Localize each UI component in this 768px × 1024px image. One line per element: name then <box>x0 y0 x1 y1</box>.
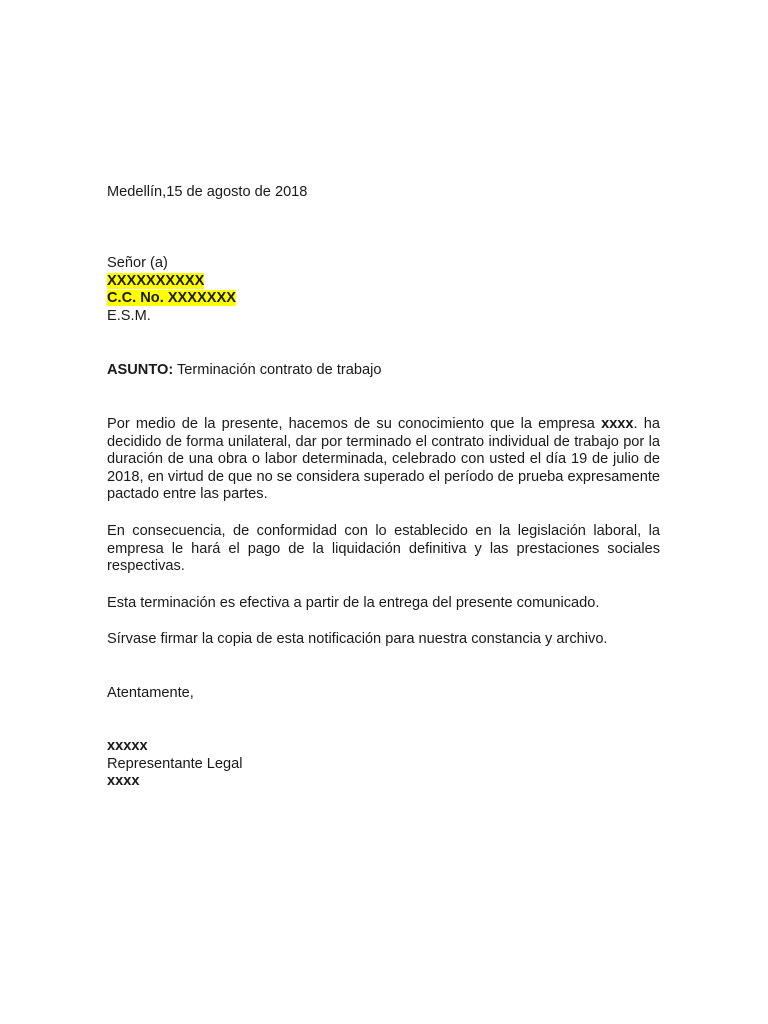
place-date: Medellín,15 de agosto de 2018 <box>107 184 308 200</box>
subject-text: Terminación contrato de trabajo <box>177 362 382 378</box>
recipient-block <box>107 255 660 325</box>
signature-name: xxxxx <box>107 738 148 754</box>
paragraph-3: Esta terminación es efectiva a partir de la entrega del presente comunicado. <box>107 595 600 611</box>
paragraph-4: Sírvase firmar la copia de esta notificación para nuestra constancia y archivo. <box>107 631 608 647</box>
recipient-id-value: XXXXXXX <box>167 290 236 306</box>
recipient-name: XXXXXXXXXX <box>107 272 205 289</box>
recipient-id-line <box>107 290 660 308</box>
signature-company: xxxx <box>107 773 140 789</box>
recipient-name-line <box>107 273 660 291</box>
recipient-salutation: Señor (a) <box>107 255 168 271</box>
recipient-id-label: C.C. No. <box>107 290 164 306</box>
company-name: xxxx <box>601 416 634 432</box>
closing: Atentamente, <box>107 685 194 701</box>
signature-block <box>107 738 660 791</box>
subject-line <box>107 362 660 380</box>
recipient-esm: E.S.M. <box>107 307 151 324</box>
subject-label: ASUNTO: <box>107 362 174 378</box>
paragraph-1: Por medio de la presente, hacemos de su conocimiento que la empresa xxxx. ha decidido de forma unilateral, dar por terminado el contrato individual de trabajo por la duración de una obra o labor determinada, celebrado con usted el día 19 de julio de 2018, en virtud de que no se considera superado el período de prueba expresamente pactado entre las partes. <box>107 416 660 502</box>
signature-role: Representante Legal <box>107 755 243 772</box>
paragraph-2: En consecuencia, de conformidad con lo establecido en la legislación laboral, la empresa le hará el pago de la liquidación definitiva y las prestaciones sociales respectivas. <box>107 523 660 574</box>
